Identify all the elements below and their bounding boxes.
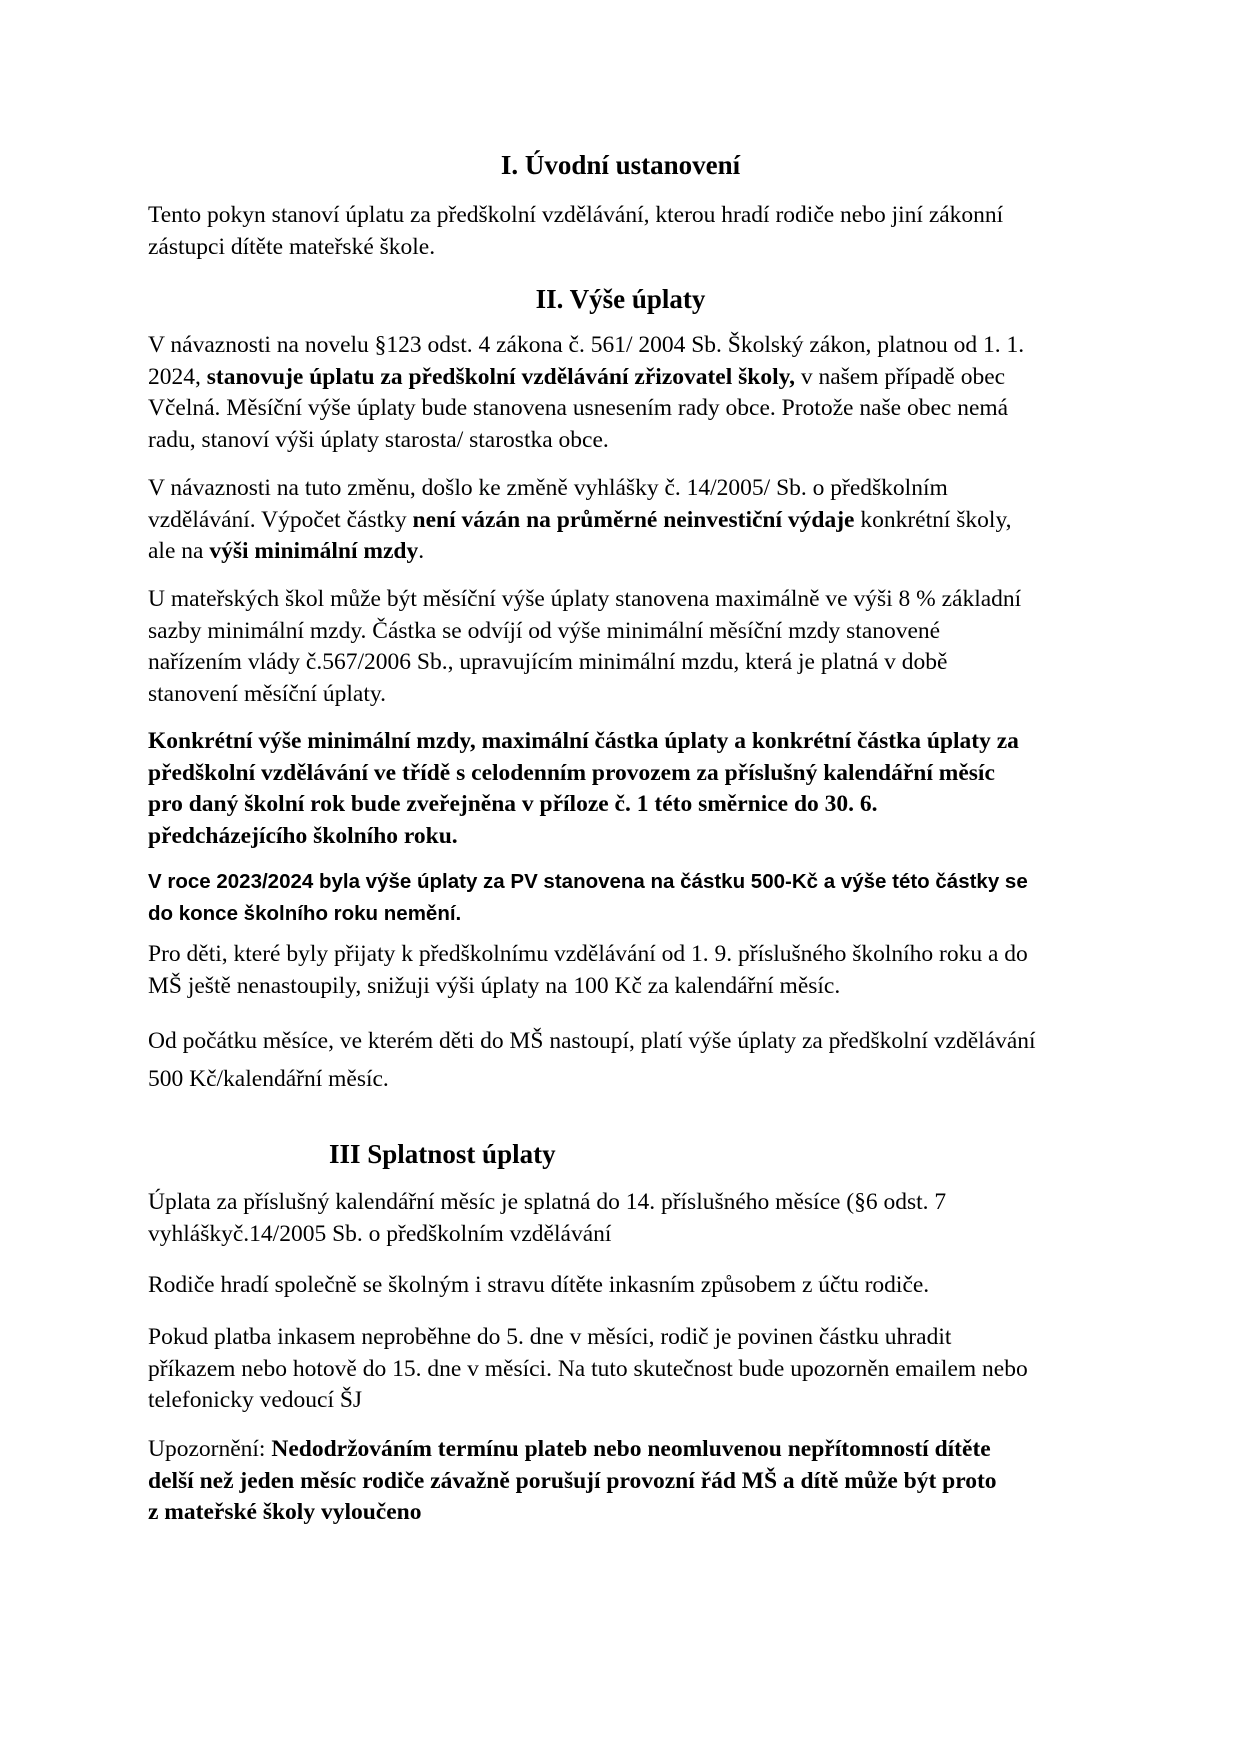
text-line: telefonicky vedoucí ŠJ bbox=[148, 1387, 363, 1413]
text-run: ale na bbox=[148, 538, 210, 564]
text-line: zástupci dítěte mateřské škole. bbox=[148, 233, 436, 260]
text-run: vzdělávání. Výpočet částky bbox=[148, 506, 413, 533]
paragraph-snizena-uplata bbox=[148, 939, 1108, 1002]
text-line bbox=[148, 1434, 1108, 1466]
text-line: z mateřské školy vyloučeno bbox=[148, 1499, 422, 1525]
text-line: radu, stanoví výši úplaty starosta/ starostka obce. bbox=[148, 426, 609, 453]
text-line: pro daný školní rok bude zveřejněna v příloze č. 1 této směrnice do 30. 6. bbox=[148, 791, 878, 817]
text-line: Tento pokyn stanoví úplatu za předškolní vzdělávání, kterou hradí rodiče nebo jiní zákonní bbox=[148, 202, 1004, 228]
text-line: nařízením vlády č.567/2006 Sb., upravujícím minimální mzdu, která je platná v době bbox=[148, 649, 948, 675]
text-line: V návaznosti na tuto změnu, došlo ke změně vyhlášky č. 14/2005/ Sb. o předškolním bbox=[148, 475, 948, 501]
text-line: příkazem nebo hotově do 15. dne v měsíci. Na tuto skutečnost bude upozorněn emailem nebo bbox=[148, 1355, 1028, 1382]
text-line: U mateřských škol může být měsíční výše úplaty stanovena maximálně ve výši 8 % základní bbox=[148, 586, 1022, 612]
text-line: V roce 2023/2024 byla výše úplaty za PV stanovena na částku 500-Kč a výše této částky se bbox=[148, 870, 1028, 893]
paragraph-plna-uplata bbox=[148, 1022, 1108, 1098]
paragraph-platba bbox=[148, 1322, 1108, 1417]
text-line: Úplata za příslušný kalendářní měsíc je splatná do 14. příslušného měsíce (§6 odst. 7 bbox=[148, 1189, 947, 1215]
text-run: 2024, bbox=[148, 363, 207, 390]
bold-text: výši minimální mzdy bbox=[209, 538, 419, 564]
text-line: Konkrétní výše minimální mzdy, maximální částka úplaty a konkrétní částka úplaty za bbox=[148, 728, 1019, 754]
text-line: Od počátku měsíce, ve kterém děti do MŠ nastoupí, platí výše úplaty za předškolní vzdělávání bbox=[148, 1028, 1036, 1054]
paragraph-maximum bbox=[148, 584, 1108, 710]
paragraph-rok-2023 bbox=[148, 866, 1108, 929]
text-line: V návaznosti na novelu §123 odst. 4 zákona č. 561/ 2004 Sb. Školský zákon, platnou od 1. 1. bbox=[148, 332, 1025, 358]
text-line: do konce školního roku nemění. bbox=[148, 901, 462, 925]
bold-text: není vázán na průměrné neinvestiční výdaje bbox=[412, 506, 855, 533]
text-line: předškolní vzdělávání ve třídě s celodenním provozem za příslušný kalendářní měsíc bbox=[148, 759, 995, 786]
text-line bbox=[148, 362, 1108, 394]
text-line: vyhláškyč.14/2005 Sb. o předškolním vzdělávání bbox=[148, 1220, 612, 1247]
text-line: Včelná. Měsíční výše úplaty bude stanovena usnesením rady obce. Protože naše obec nemá bbox=[148, 395, 1009, 421]
paragraph-novela bbox=[148, 330, 1108, 456]
bold-text: Nedodržováním termínu plateb nebo neomluvenou nepřítomností dítěte bbox=[271, 1436, 991, 1462]
text-line: Rodiče hradí společně se školným i stravu dítěte inkasním způsobem z účtu rodiče. bbox=[148, 1272, 930, 1298]
text-line bbox=[148, 505, 1108, 537]
paragraph-konkretni-vyse bbox=[148, 726, 1108, 852]
text-line: stanovení měsíční úplaty. bbox=[148, 680, 386, 707]
section-3-heading: III Splatnost úplaty bbox=[329, 1139, 556, 1169]
text-line: sazby minimální mzdy. Částka se odvíjí od výše minimální měsíční mzdy stanovené bbox=[148, 617, 941, 644]
bold-text: stanovuje úplatu za předškolní vzdělávání zřizovatel školy, bbox=[206, 363, 795, 390]
paragraph-splatnost bbox=[148, 1187, 1108, 1250]
section-1-paragraph bbox=[148, 200, 1108, 263]
text-line: delší než jeden měsíc rodiče závažně porušují provozní řád MŠ a dítě může být proto bbox=[148, 1467, 997, 1494]
text-line: Pokud platba inkasem neproběhne do 5. dne v měsíci, rodič je povinen částku uhradit bbox=[148, 1324, 952, 1350]
paragraph-inkaso bbox=[148, 1270, 1108, 1302]
text-run: v našem případě obec bbox=[794, 363, 1006, 390]
text-line: předcházejícího školního roku. bbox=[148, 822, 458, 849]
paragraph-vyhlaska bbox=[148, 473, 1108, 568]
section-1-heading: I. Úvodní ustanovení bbox=[500, 150, 741, 180]
paragraph-upozorneni bbox=[148, 1434, 1108, 1529]
text-run: . bbox=[418, 538, 425, 564]
text-line bbox=[148, 536, 1108, 568]
text-run: konkrétní školy, bbox=[854, 506, 1012, 533]
text-line: 500 Kč/kalendářní měsíc. bbox=[148, 1066, 389, 1092]
text-line: Pro děti, které byly přijaty k předškolnímu vzdělávání od 1. 9. příslušného školního roku a do bbox=[148, 941, 1028, 967]
section-2-heading: II. Výše úplaty bbox=[535, 284, 706, 314]
text-line: MŠ ještě nenastoupily, snižuji výši úplaty na 100 Kč za kalendářní měsíc. bbox=[148, 972, 841, 999]
text-run: Upozornění: bbox=[148, 1436, 272, 1462]
